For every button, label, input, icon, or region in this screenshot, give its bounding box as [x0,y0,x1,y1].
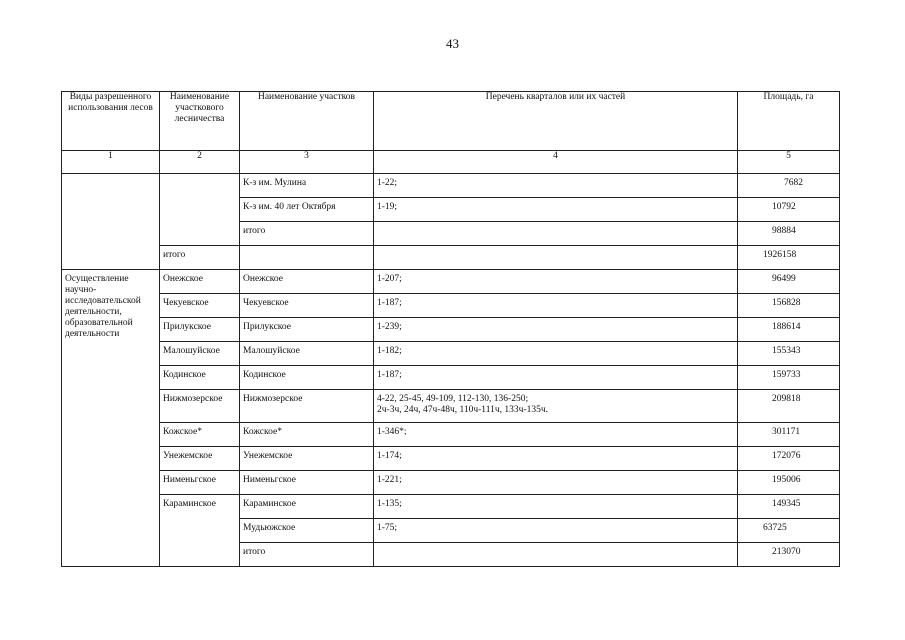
area-value: 10792 [772,202,796,212]
area-value: 188614 [772,322,801,332]
quarters-list: 1-174; [377,451,402,461]
area-value: 96499 [772,274,796,284]
quarters-cell-empty [374,246,738,270]
table-row [62,471,840,495]
column-number: 1 [62,151,160,174]
use-type-cell-empty [62,174,160,270]
quarters-list: 1-22; [377,178,398,188]
table-row [62,366,840,390]
total-row [62,246,840,270]
quarters-list: 1-19; [377,202,398,212]
table-row [62,342,840,366]
plot-name: Онежское [243,274,283,284]
quarters-list: 1-135; [377,499,402,509]
column-number: 4 [374,151,738,174]
forestry-name: Онежское [163,274,203,284]
plot-cell-empty [240,246,374,270]
column-number: 2 [160,151,240,174]
header-area: Площадь, га [738,92,840,151]
forestry-name: Унежемское [163,451,213,461]
quarters-list [374,222,737,226]
plot-name: Кожское* [243,427,282,437]
table-row [62,495,840,519]
quarters-list: 1-346*; [377,427,407,437]
column-number-row [62,151,840,174]
table-row [62,447,840,471]
plot-name: К-з им. Мулина [243,178,307,188]
subtotal-area-value: 213070 [772,547,801,557]
total-label: итого [163,250,186,260]
subtotal-label: итого [243,547,266,557]
plot-name: Караминское [243,499,297,509]
forestry-name: Караминское [163,499,217,509]
forestry-name: Нижмозерское [163,394,223,404]
quarters-list: 1-187; [377,370,402,380]
forestry-name: Малошуйское [163,346,220,356]
area-value: 156828 [772,298,801,308]
plot-name: Кодинское [243,370,286,380]
table-row [62,423,840,447]
area-value: 301171 [772,427,801,437]
plot-name: итого [243,226,266,236]
area-value: 195006 [772,475,801,485]
forestry-cell-empty [160,174,240,246]
forestry-name: Нименьгское [163,475,216,485]
page-number: 43 [446,36,459,51]
plot-name: Чекуевское [243,298,289,308]
plot-name: Нименьгское [243,475,296,485]
header-forestry: Наименование участкового лесничества [160,92,240,151]
area-value: 172076 [772,451,801,461]
table-header-row [62,92,840,151]
quarters-list: 4-22, 25-45, 49-109, 112-130, 136-250; 2ч-3ч, 24ч, 47ч-48ч, 110ч-111ч, 133ч-135ч. [377,394,548,415]
quarters-list: 1-182; [377,346,402,356]
plot-name: Мудьюжское [243,523,296,533]
forestry-name: Прилукское [163,322,211,332]
forestry-name: Чекуевское [163,298,209,308]
total-area-value: 1926158 [763,250,797,260]
area-value: 155343 [772,346,801,356]
forestry-name: Кожское* [163,427,202,437]
table-row [62,174,840,198]
plot-name: Нижмозерское [243,394,303,404]
plot-name: К-з им. 40 лет Октября [243,202,336,212]
table-row [62,270,840,294]
header-use-type: Виды разрешенного использования лесов [62,92,160,151]
area-value: 7682 [784,178,803,188]
quarters-list: 1-187; [377,298,402,308]
table-row [62,294,840,318]
plot-name: Унежемское [243,451,293,461]
quarters-list: 1-207; [377,274,402,284]
plot-name: Прилукское [243,322,291,332]
quarters-list: 1-239; [377,322,402,332]
quarters-list: 1-221; [377,475,402,485]
area-value: 63725 [763,523,787,533]
column-number: 5 [738,151,840,174]
area-value: 159733 [772,370,801,380]
quarters-list [374,543,737,547]
use-type-label: Осуществление научно-исследовательской деятельности, образовательной деятельности [65,274,141,339]
forestry-name: Кодинское [163,370,206,380]
table-row [62,318,840,342]
header-plots: Наименование участков [240,92,374,151]
column-number: 3 [240,151,374,174]
area-value: 149345 [772,499,801,509]
plot-name: Малошуйское [243,346,300,356]
table-row [62,390,840,423]
area-value: 209818 [772,394,801,404]
header-quarters: Перечень кварталов или их частей [374,92,738,151]
quarters-list: 1-75; [377,523,398,533]
forest-use-table [61,91,840,567]
area-value: 98884 [772,226,796,236]
